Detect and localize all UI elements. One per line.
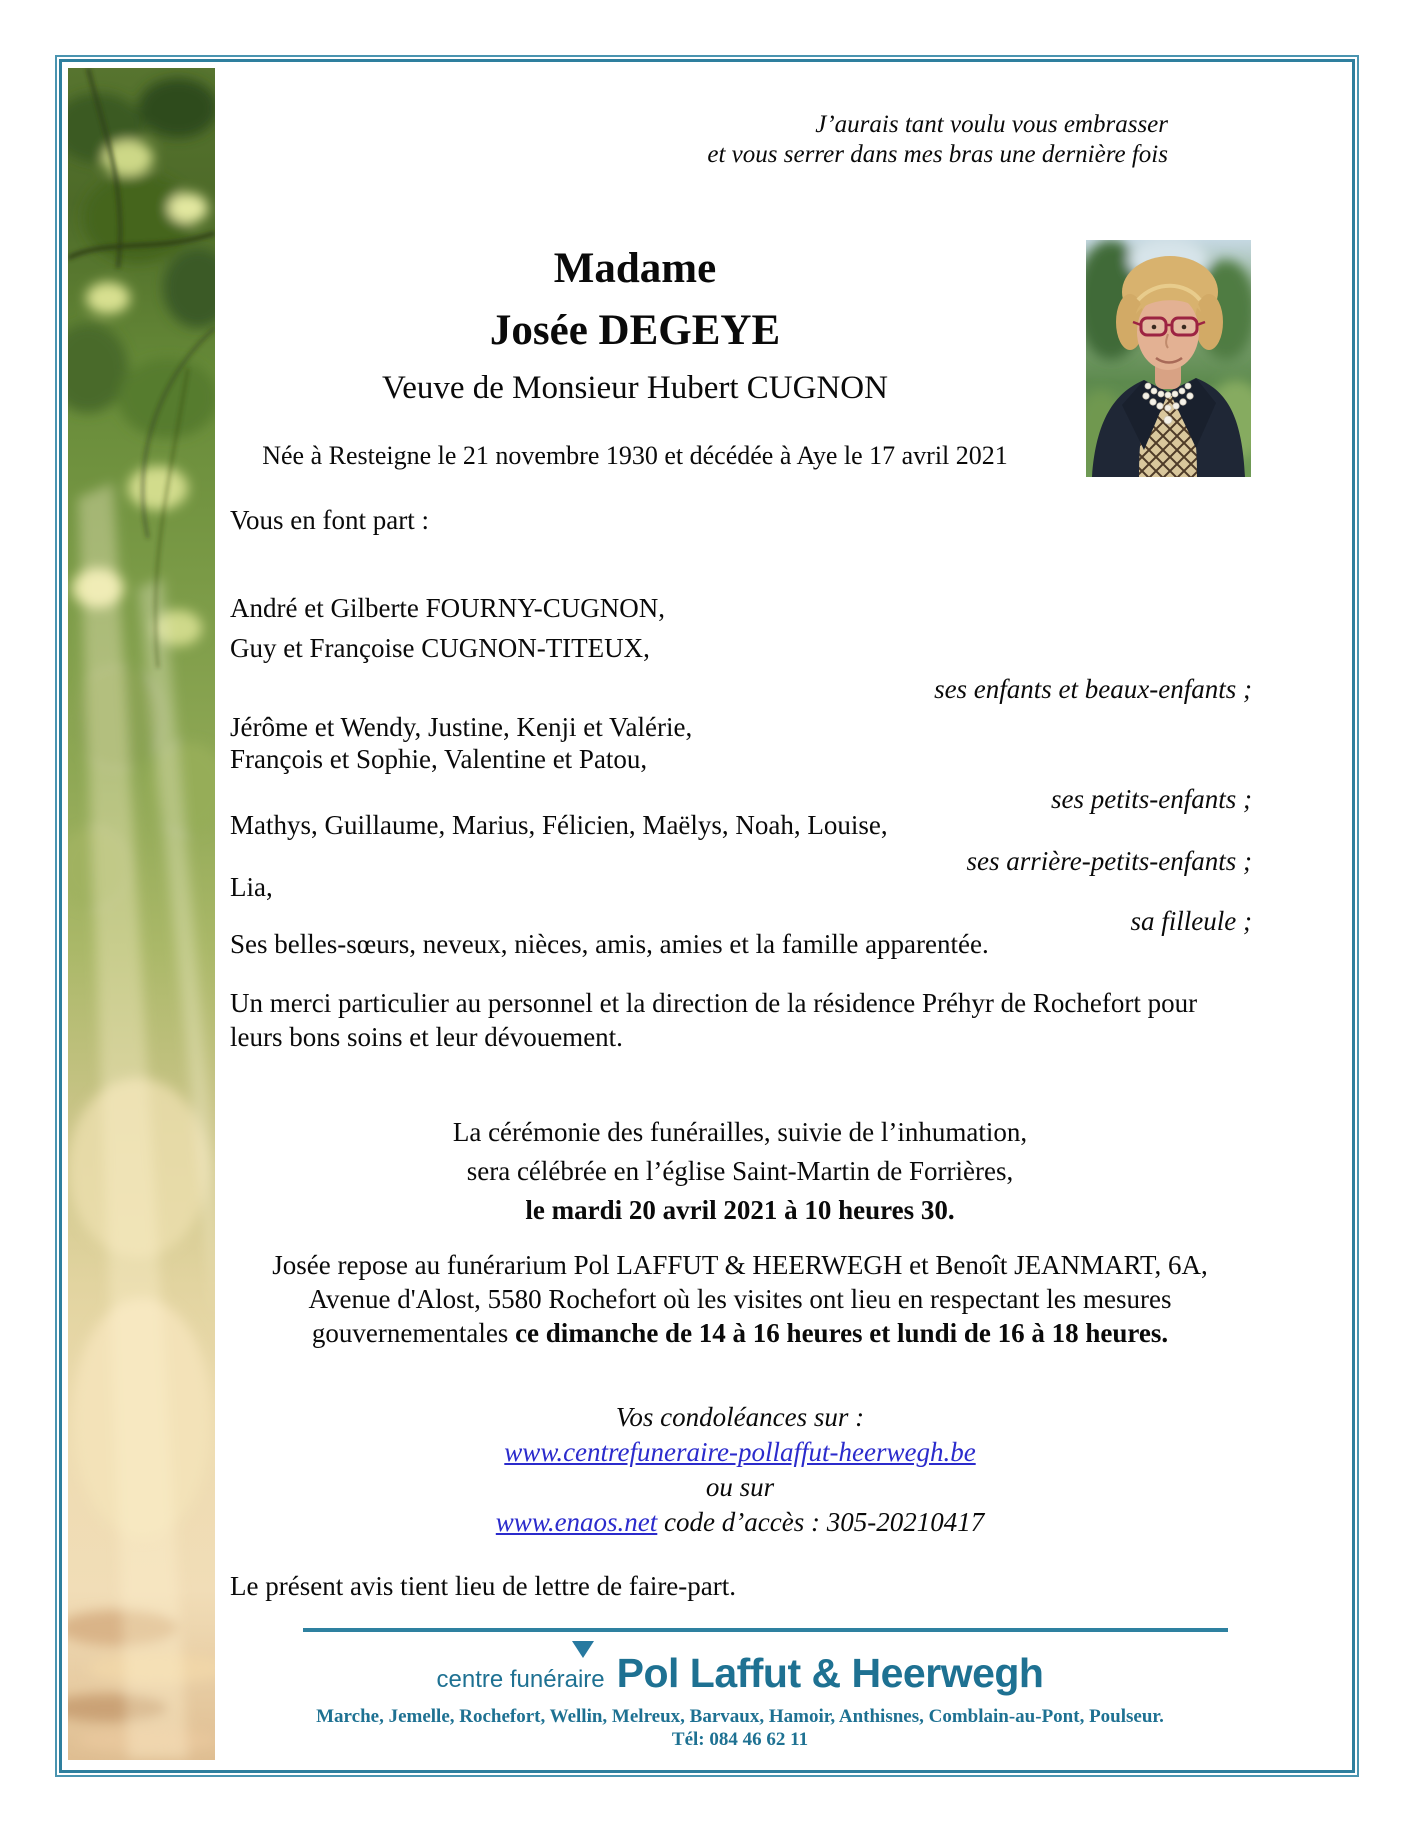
family-relation-line: sa filleule ; bbox=[1130, 906, 1252, 936]
condolences-section bbox=[230, 1400, 1250, 1540]
family-line: André et Gilberte FOURNY-CUGNON, bbox=[230, 593, 665, 623]
family-relation-line: ses arrière-petits-enfants ; bbox=[966, 846, 1252, 876]
quote-line-1: J’aurais tant voulu vous embrasser bbox=[815, 111, 1168, 138]
quote-line-2: et vous serrer dans mes bras une dernière fois bbox=[707, 141, 1168, 168]
widow-line: Veuve de Monsieur Hubert CUGNON bbox=[382, 370, 888, 406]
visitation-line-3 bbox=[230, 1316, 1250, 1350]
thanks-line-2: leurs bons soins et leur dévouement. bbox=[230, 1022, 623, 1052]
family-line: Guy et Françoise CUGNON-TITEUX, bbox=[230, 633, 650, 663]
family-line: Mathys, Guillaume, Marius, Félicien, Maëlys, Noah, Louise, bbox=[230, 810, 888, 840]
condolences-or: ou sur bbox=[705, 1472, 775, 1502]
ceremony-details bbox=[230, 1113, 1250, 1230]
portrait-photo bbox=[1086, 240, 1251, 477]
family-line: Ses belles-sœurs, neveux, nièces, amis, amies et la famille apparentée. bbox=[230, 929, 989, 959]
visitation-line-3-normal: gouvernementales bbox=[311, 1318, 516, 1348]
visitation-details bbox=[230, 1248, 1250, 1350]
ceremony-line-2: sera célébrée en l’église Saint-Martin de Forrières, bbox=[466, 1156, 1014, 1186]
deceased-header bbox=[230, 238, 1040, 472]
faire-part-notice: Le présent avis tient lieu de lettre de faire-part. bbox=[230, 1571, 737, 1601]
thanks-line-1: Un merci particulier au personnel et la direction de la résidence Préhyr de Rochefort pour bbox=[230, 988, 1198, 1018]
enaos-website-link[interactable]: www.enaos.net bbox=[495, 1507, 658, 1537]
access-code: code d’accès : 305-20210417 bbox=[657, 1507, 985, 1537]
funeral-home-website-link[interactable]: www.centrefuneraire-pollaffut-heerwegh.be bbox=[504, 1437, 976, 1467]
visitation-line-1: Josée repose au funérarium Pol LAFFUT & HEERWEGH et Benoît JEANMART, 6A, bbox=[272, 1250, 1208, 1280]
deceased-name: Josée DEGEYE bbox=[489, 307, 781, 354]
footer-locations: Marche, Jemelle, Rochefort, Wellin, Melreux, Barvaux, Hamoir, Anthisnes, Comblain-au-Pont, Poulseur. bbox=[316, 1706, 1164, 1727]
condolences-intro: Vos condoléances sur : bbox=[615, 1402, 865, 1432]
brand-name: Pol Laffut & Heerwegh bbox=[616, 1650, 1044, 1696]
announcement-intro: Vous en font part : bbox=[230, 505, 429, 535]
ceremony-date-time: le mardi 20 avril 2021 à 10 heures 30. bbox=[525, 1195, 955, 1225]
birth-death-line: Née à Resteigne le 21 novembre 1930 et décédée à Aye le 17 avril 2021 bbox=[262, 441, 1008, 470]
memorial-quote bbox=[520, 110, 1168, 170]
ceremony-line-1: La cérémonie des funérailles, suivie de l’inhumation, bbox=[452, 1117, 1028, 1147]
visitation-line-2: Avenue d'Alost, 5580 Rochefort où les visites ont lieu en respectant les mesures bbox=[308, 1284, 1172, 1314]
family-line: Lia, bbox=[230, 872, 273, 902]
brand-small-label: centre funéraire bbox=[436, 1666, 605, 1693]
visitation-hours: ce dimanche de 14 à 16 heures et lundi de 16 à 18 heures. bbox=[515, 1318, 1169, 1348]
family-line: Jérôme et Wendy, Justine, Kenji et Valérie, bbox=[230, 712, 693, 742]
title-madame: Madame bbox=[553, 245, 717, 292]
condolences-link-row-1 bbox=[230, 1435, 1250, 1470]
forest-path-photo bbox=[68, 68, 215, 1760]
thanks-paragraph bbox=[230, 986, 1240, 1054]
family-relation-line: ses petits-enfants ; bbox=[1051, 784, 1252, 814]
condolences-link-row-2 bbox=[230, 1505, 1250, 1540]
separator-line bbox=[303, 1628, 1228, 1632]
family-line: François et Sophie, Valentine et Patou, bbox=[230, 744, 648, 774]
footer-phone: Tél: 084 46 62 11 bbox=[671, 1729, 809, 1750]
family-relation-line: ses enfants et beaux-enfants ; bbox=[934, 674, 1252, 704]
funeral-home-logo bbox=[230, 1650, 1250, 1697]
